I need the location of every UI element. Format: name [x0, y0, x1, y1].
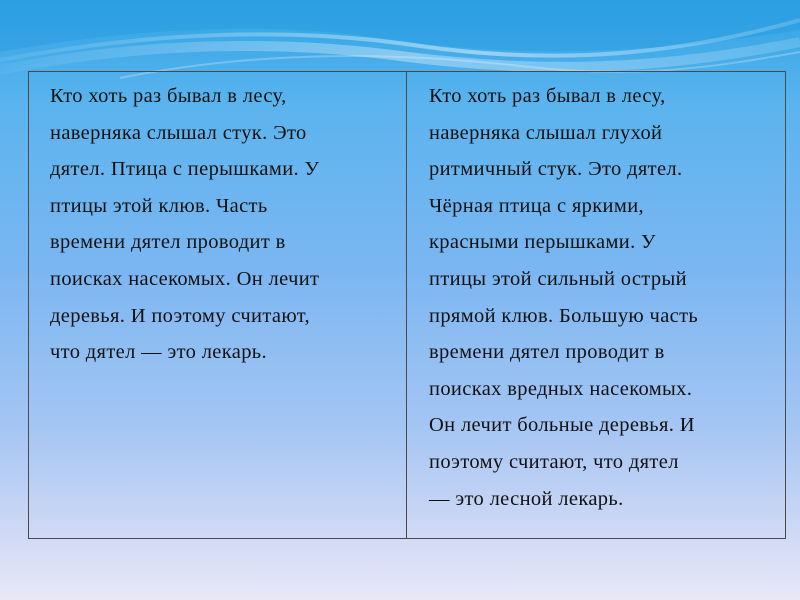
right-text-line: наверняка слышал глухой: [429, 121, 663, 144]
right-text-line: Чёрная птица с яркими,: [429, 194, 644, 217]
left-text-line: времени дятел проводит в: [50, 231, 286, 254]
left-text-line: что дятел — это лекарь.: [50, 341, 267, 364]
right-text-line: птицы этой сильный острый: [429, 267, 687, 290]
right-text-line: прямой клюв. Большую часть: [429, 304, 699, 327]
comparison-table: [28, 71, 786, 539]
left-text-line: наверняка слышал стук. Это: [50, 121, 307, 144]
left-text-line: деревья. И поэтому считают,: [50, 304, 310, 327]
right-text-line: Кто хоть раз бывал в лесу,: [429, 85, 666, 107]
right-text-line: поисках вредных насекомых.: [429, 377, 693, 400]
left-text-line: дятел. Птица с перышками. У: [50, 158, 320, 181]
right-text-line: — это лесной лекарь.: [429, 487, 624, 510]
right-text-line: красными перышками. У: [429, 231, 656, 254]
left-text-line: Кто хоть раз бывал в лесу,: [50, 85, 287, 107]
right-text-line: поэтому считают, что дятел: [429, 450, 679, 473]
right-text-line: времени дятел проводит в: [429, 341, 665, 364]
right-text-line: ритмичный стук. Это дятел.: [429, 158, 683, 181]
table-cell-right: [407, 72, 785, 538]
left-text-line: поисках насекомых. Он лечит: [50, 267, 320, 290]
left-text-line: птицы этой клюв. Часть: [50, 194, 268, 217]
right-text-line: Он лечит больные деревья. И: [429, 414, 695, 437]
table-cell-left: [29, 72, 407, 538]
